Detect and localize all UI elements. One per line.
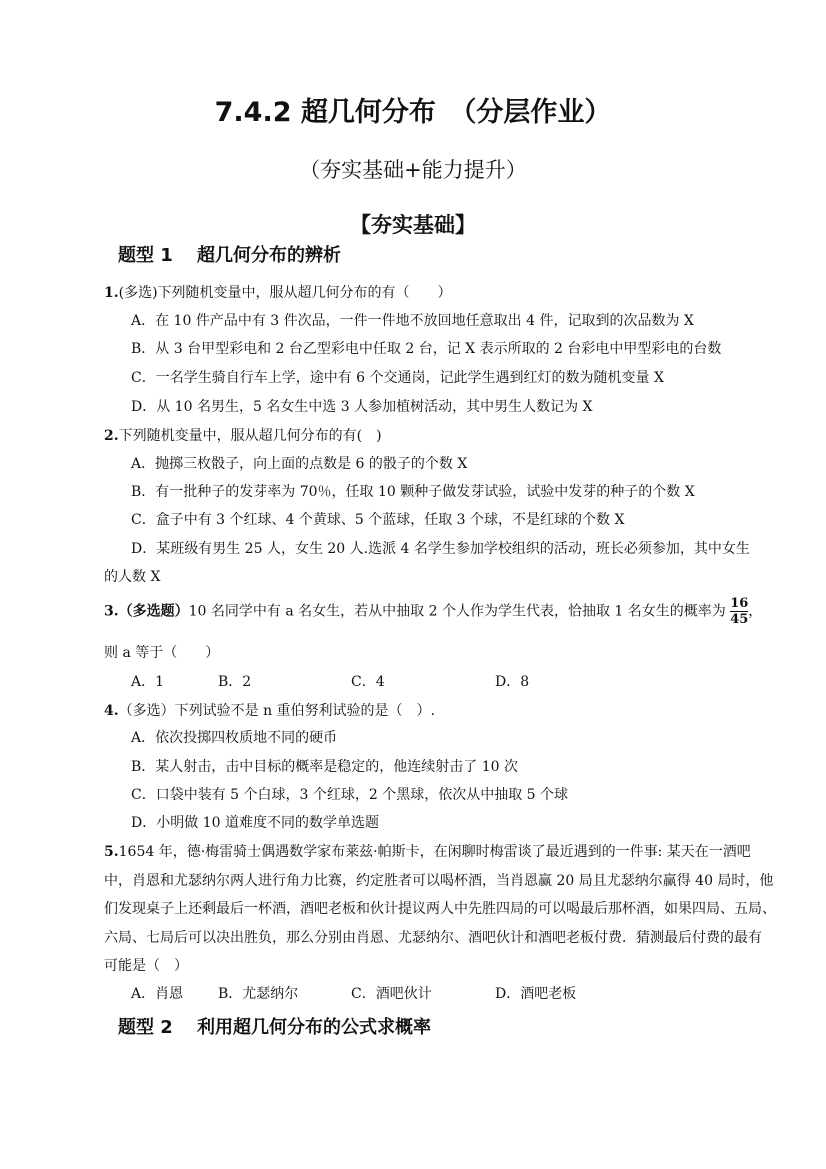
q5-line: 们发现桌子上还剩最后一杯酒，酒吧老板和伙计提议两人中先胜四局的可以喝最后那杯酒，如果四局、五局、 [104,901,776,917]
q5-option-c: C．酒吧伙计 [351,986,432,1002]
fraction-denominator: 45 [730,612,749,627]
q4-option-c: C．口袋中装有 5 个白球，3 个红球，2 个黑球，依次从中抽取 5 个球 [131,787,569,803]
question-2 [104,426,382,446]
q3-tail: ， [748,603,763,620]
type1-heading: 题型 1 超几何分布的辨析 [118,245,342,266]
q3-line2: 则 a 等于（ ） [104,645,220,661]
q2-option-d: D．某班级有男生 25 人，女生 20 人.选派 4 名学生参加学校组织的活动，班长必须参加，其中女生 [131,541,750,557]
q5-line: 六局、七局后可以决出胜负，那么分别由肖恩、尤瑟纳尔、酒吧伙计和酒吧老板付费．猜测最后付费的最有 [104,930,762,946]
q2-option-d-cont: 的人数 X [104,569,161,585]
q5-options [131,984,576,1004]
q1-option-d: D．从 10 名男生，5 名女生中选 3 人参加植树活动，其中男生人数记为 X [131,399,593,415]
fraction [730,596,748,627]
q4-option-d: D．小明做 10 道难度不同的数学单选题 [131,815,379,831]
fraction-numerator: 16 [730,596,749,611]
q4-option-a: A．依次投掷四枚质地不同的硬币 [131,730,338,746]
page-title: 7.4.2 超几何分布 （分层作业） [214,97,612,128]
q5-num: 5. [104,844,119,860]
question-1 [104,283,452,303]
q4-option-b: B．某人射击，击中目标的概率是稳定的，他连续射击了 10 次 [131,759,519,775]
q5-option-b: B．尤瑟纳尔 [218,986,299,1002]
q4-num: 4. [104,703,119,719]
q1-option-a: A．在 10 件产品中有 3 件次品，一件一件地不放回地任意取出 4 件，记取到的次品数为 X [131,313,694,329]
type2-heading: 题型 2 利用超几何分布的公式求概率 [118,1017,432,1038]
q3-option-b: B．2 [218,674,252,690]
section-heading: 【夯实基础】 [350,212,476,237]
q5-line: 中，肖恩和尤瑟纳尔两人进行角力比赛，约定胜者可以喝杯酒，当肖恩赢 20 局且尤瑟纳尔赢得 40 局时，他 [104,873,774,889]
q3-num: 3. [104,603,119,620]
q1-option-c: C．一名学生骑自行车上学，途中有 6 个交通岗，记此学生遇到红灯的数为随机变量 X [131,370,664,386]
q1-option-b: B．从 3 台甲型彩电和 2 台乙型彩电中任取 2 台，记 X 表示所取的 2 台彩电中甲型彩电的台数 [131,341,722,357]
q3-option-a: A．1 [131,674,165,690]
page-subtitle: （夯实基础+能力提升） [299,158,527,182]
question-5 [104,842,751,862]
q1-text: (多选)下列随机变量中，服从超几何分布的有（ ） [118,285,452,301]
q2-option-c: C．盒子中有 3 个红球、4 个黄球、5 个蓝球，任取 3 个球，不是红球的个数 X [131,512,625,528]
q3-option-c: C．4 [351,674,385,690]
q5-line: 可能是（ ） [104,958,188,974]
question-3 [104,596,762,627]
q1-num: 1. [104,285,119,301]
q2-num: 2. [104,428,119,444]
question-4 [104,701,435,721]
q2-text: 下列随机变量中，服从超几何分布的有( ) [118,428,382,444]
q4-text: （多选）下列试验不是 n 重伯努利试验的是（ ）. [118,703,435,719]
q2-option-a: A．抛掷三枚骰子，向上面的点数是 6 的骰子的个数 X [131,456,468,472]
q2-option-b: B．有一批种子的发芽率为 70％，任取 10 颗种子做发芽试验，试验中发芽的种子的个数 X [131,484,695,500]
q3-option-d: D．8 [495,674,530,690]
q3-options [131,672,529,692]
q3-text: 10 名同学中有 a 名女生，若从中抽取 2 个人作为学生代表，恰抽取 1 名女生的概率为 [188,603,726,620]
q5-option-a: A．肖恩 [131,986,184,1002]
q5-option-d: D．酒吧老板 [495,986,577,1002]
q5-line: 1654 年，德·梅雷骑士偶遇数学家布莱兹·帕斯卡，在闲聊时梅雷谈了最近遇到的一件事: 某天在一酒吧 [118,844,751,860]
q3-tag: （多选题） [118,603,189,620]
